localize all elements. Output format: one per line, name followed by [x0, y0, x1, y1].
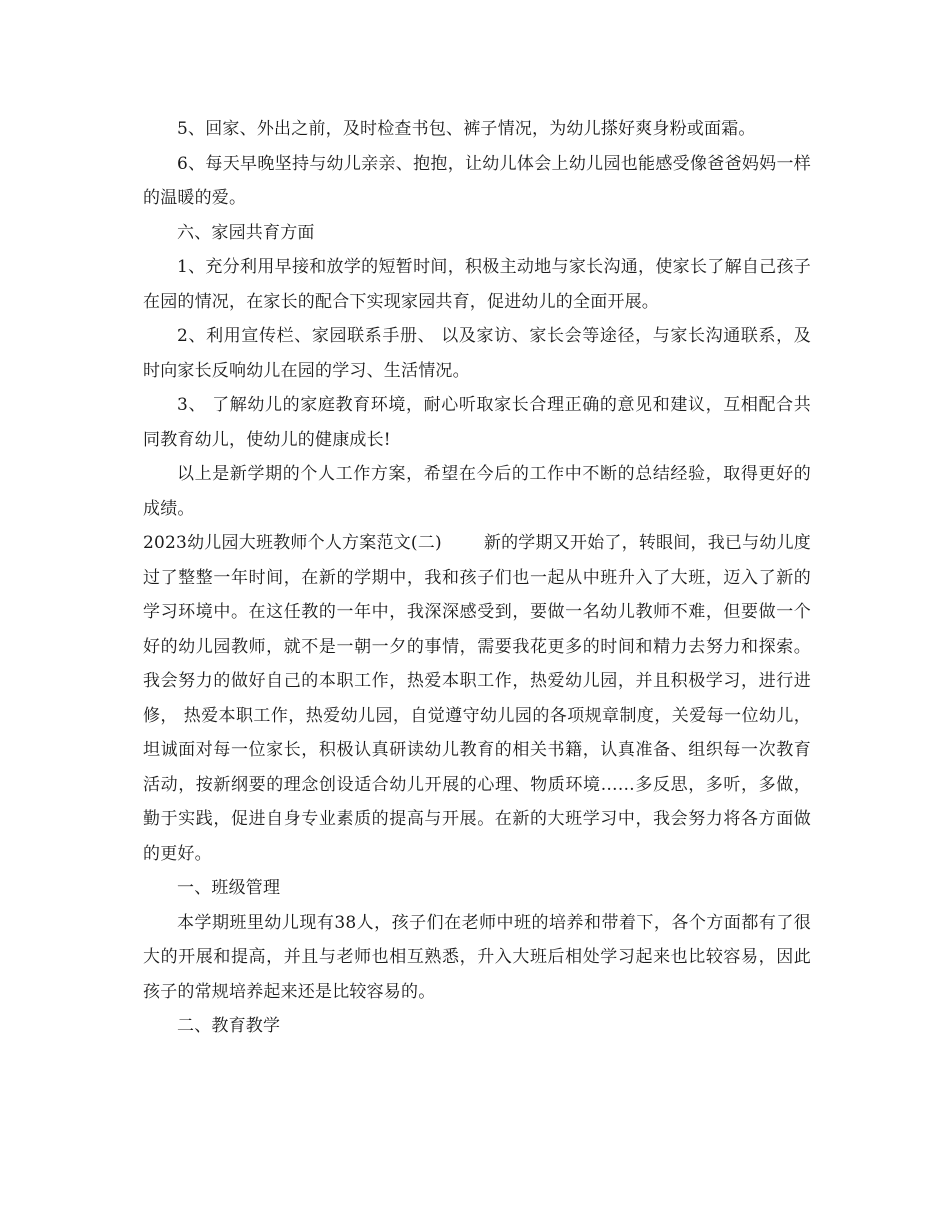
section-two-title: 2023幼儿园大班教师个人方案范文(二) [143, 533, 442, 553]
paragraph-item-5: 5、回家、外出之前，及时检查书包、裤子情况，为幼儿搽好爽身粉或面霜。 [177, 119, 756, 139]
heading-education: 二、教育教学 [177, 1016, 281, 1036]
heading-class-management: 一、班级管理 [177, 878, 281, 898]
paragraph-home-school-1: 1、充分利用早接和放学的短暂时间，积极主动地与家长沟通，使家长了解自己孩子在园的情况，在家长的配合下实现家园共育，促进幼儿的全面开展。 [143, 257, 811, 312]
heading-home-school: 六、家园共育方面 [177, 222, 315, 243]
paragraph-conclusion: 以上是新学期的个人工作方案，希望在今后的工作中不断的总结经验，取得更好的成绩。 [143, 464, 811, 519]
section-two-body: 新的学期又开始了，转眼间，我已与幼儿度过了整整一年时间，在新的学期中，我和孩子们也一起从中班升入了大班，迈入了新的学习环境中。在这任教的一年中，我深深感受到，要做一名幼儿教师不难，但要做一个好的幼儿园教师，就不是一朝一夕的事情，需要我花更多的时间和精力去努力和探索。我会努力的做好自己的本职工作，热爱本职工作，热爱幼儿园，并且积极学习，进行进修， 热爱本职工作，热爱幼儿园，自觉遵守幼儿园的各项规章制度，关爱每一位幼儿，坦诚面对每一位家长，积极认真研读幼儿教育的相关书籍，认真准备、组织每一次教育活动，按新纲要的理念创设适合幼儿开展的心理、物质环境……多反思，多听，多做，勤于实践，促进自身专业素质的提高与开展。在新的大班学习中，我会努力将各方面做的更好。 [143, 533, 811, 864]
section-two-block [143, 526, 811, 871]
paragraph-home-school-2: 2、利用宣传栏、家园联系手册、 以及家访、家长会等途径，与家长沟通联系，及时向家长反响幼儿在园的学习、生活情况。 [143, 326, 811, 381]
document-page [143, 112, 811, 1044]
paragraph-home-school-3: 3、 了解幼儿的家庭教育环境，耐心听取家长合理正确的意见和建议，互相配合共同教育幼儿，使幼儿的健康成长! [143, 395, 811, 450]
paragraph-class-management: 本学期班里幼儿现有38人，孩子们在老师中班的培养和带着下，各个方面都有了很大的开展和提高，并且与老师也相互熟悉，升入大班后相处学习起来也比较容易，因此孩子的常规培养起来还是比较容易的。 [143, 912, 811, 1002]
paragraph-item-6: 6、每天早晚坚持与幼儿亲亲、抱抱，让幼儿体会上幼儿园也能感受像爸爸妈妈一样的温暖的爱。 [143, 153, 811, 208]
